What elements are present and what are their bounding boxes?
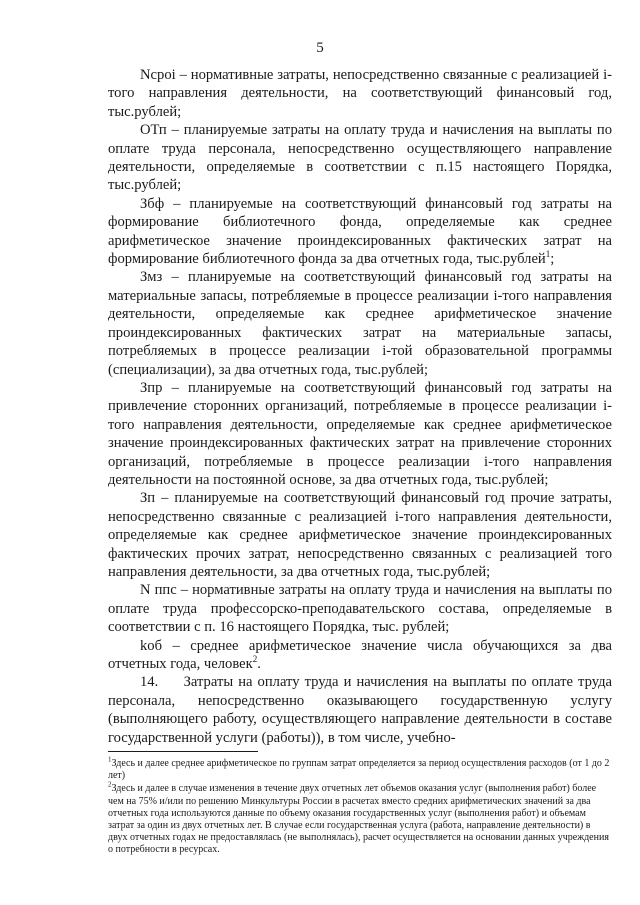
- footnote-divider: [108, 751, 258, 752]
- footnote-mark: 2: [108, 781, 112, 790]
- paragraph-section-14: 14. Затраты на оплату труда и начисления на выплаты по оплате труда персонала, непосредственно оказывающего государственную услугу (выполняющего работу, осуществляющего направление деятельности в составе государственной услуги (работы)), в том числе, учебно-: [108, 674, 612, 746]
- footnote-ref-2[interactable]: 2: [252, 654, 258, 665]
- footnote-2: [108, 783, 610, 856]
- footnotes: [108, 755, 610, 858]
- footnote-ref-1[interactable]: 1: [545, 249, 551, 260]
- paragraph-zp: Зп – планируемые на соответствующий финансовый год прочие затраты, непосредственно связанные с реализацией i-того направления деятельности, определяемые как среднее арифметическое значение проиндексированных фактических прочих затрат, непосредственно связанных с реализацией того направления деятельности, за два отчетных года, тыс.рублей;: [108, 490, 612, 580]
- paragraph-zmz: Змз – планируемые на соответствующий финансовый год затраты на материальные запасы, потребляемые в процессе реализации i-того направления деятельности, определяемые как среднее арифметическое значение проиндексированных фактических затрат на материальные запасы, потребляемых в процессе реализации i-той образовательной программы (специализации), за два отчетных года, тыс.рублей;: [108, 269, 612, 378]
- paragraph-npps: N ппс – нормативные затраты на оплату труда и начисления на выплаты по оплате труда профессорско-преподавательского состава, определяемые в соответствии с п. 16 настоящего Порядка, тыс. рублей;: [108, 582, 612, 636]
- body-text: [108, 66, 612, 747]
- paragraph-zbf: Збф – планируемые на соответствующий финансовый год затраты на формирование библиотечного фонда, определяемые как среднее арифметическое значение проиндексированных фактических затрат на формирование библиотечного фонда за два отчетных года, тыс.рублей$^1$;: [108, 195, 612, 268]
- footnote-1: [108, 755, 610, 782]
- paragraph-kob: kоб – среднее арифметическое значение числа обучающихся за два отчетных года, человек$^2$.: [108, 637, 612, 672]
- footnote-text: Здесь и далее среднее арифметическое по группам затрат определяется за период осуществления расходов (от 1 до 2 лет): [108, 758, 610, 782]
- paragraph-ncpoi: Nсроi – нормативные затраты, непосредственно связанные с реализацией i-того направления деятельности, на соответствующий финансовый год, тыс.рублей;: [108, 67, 612, 120]
- footnote-text: Здесь и далее в случае изменения в течение двух отчетных лет объемов оказания услуг (выполнения работ) более чем на 75% и/или по решению Минкультуры России в расчетах вместо средних арифметических значений за два отчетных года используются данные по объему оказания государственных услуг (выполнения работ) и объемам затрат за один из двух отчетных лет. В случае если государственная услуга (работа, направление деятельности) в двух отчетных годах не предоставлялась (не выполнялась), расчет осуществляется на основании данных учреждения о потребности в ресурсах.: [108, 783, 609, 856]
- paragraph-zpr: Зпр – планируемые на соответствующий финансовый год затраты на привлечение сторонних организаций, потребляемые в процессе реализации i-того направления деятельности, определяемые как среднее арифметическое значение проиндексированных фактических затрат на привлечение сторонних организаций, потребляемые в процессе реализации i-того направления деятельности на постоянной основе, за два отчетных года, тыс.рублей;: [108, 379, 612, 488]
- page-number: 5: [316, 40, 324, 56]
- footnote-mark: 1: [108, 755, 112, 764]
- paragraph-otp: ОТп – планируемые затраты на оплату труда и начисления на выплаты по оплате труда персонала, непосредственно осуществляющего направление деятельности, определяемые в соответствии с п.15 настоящего Порядка, тыс.рублей;: [108, 122, 612, 194]
